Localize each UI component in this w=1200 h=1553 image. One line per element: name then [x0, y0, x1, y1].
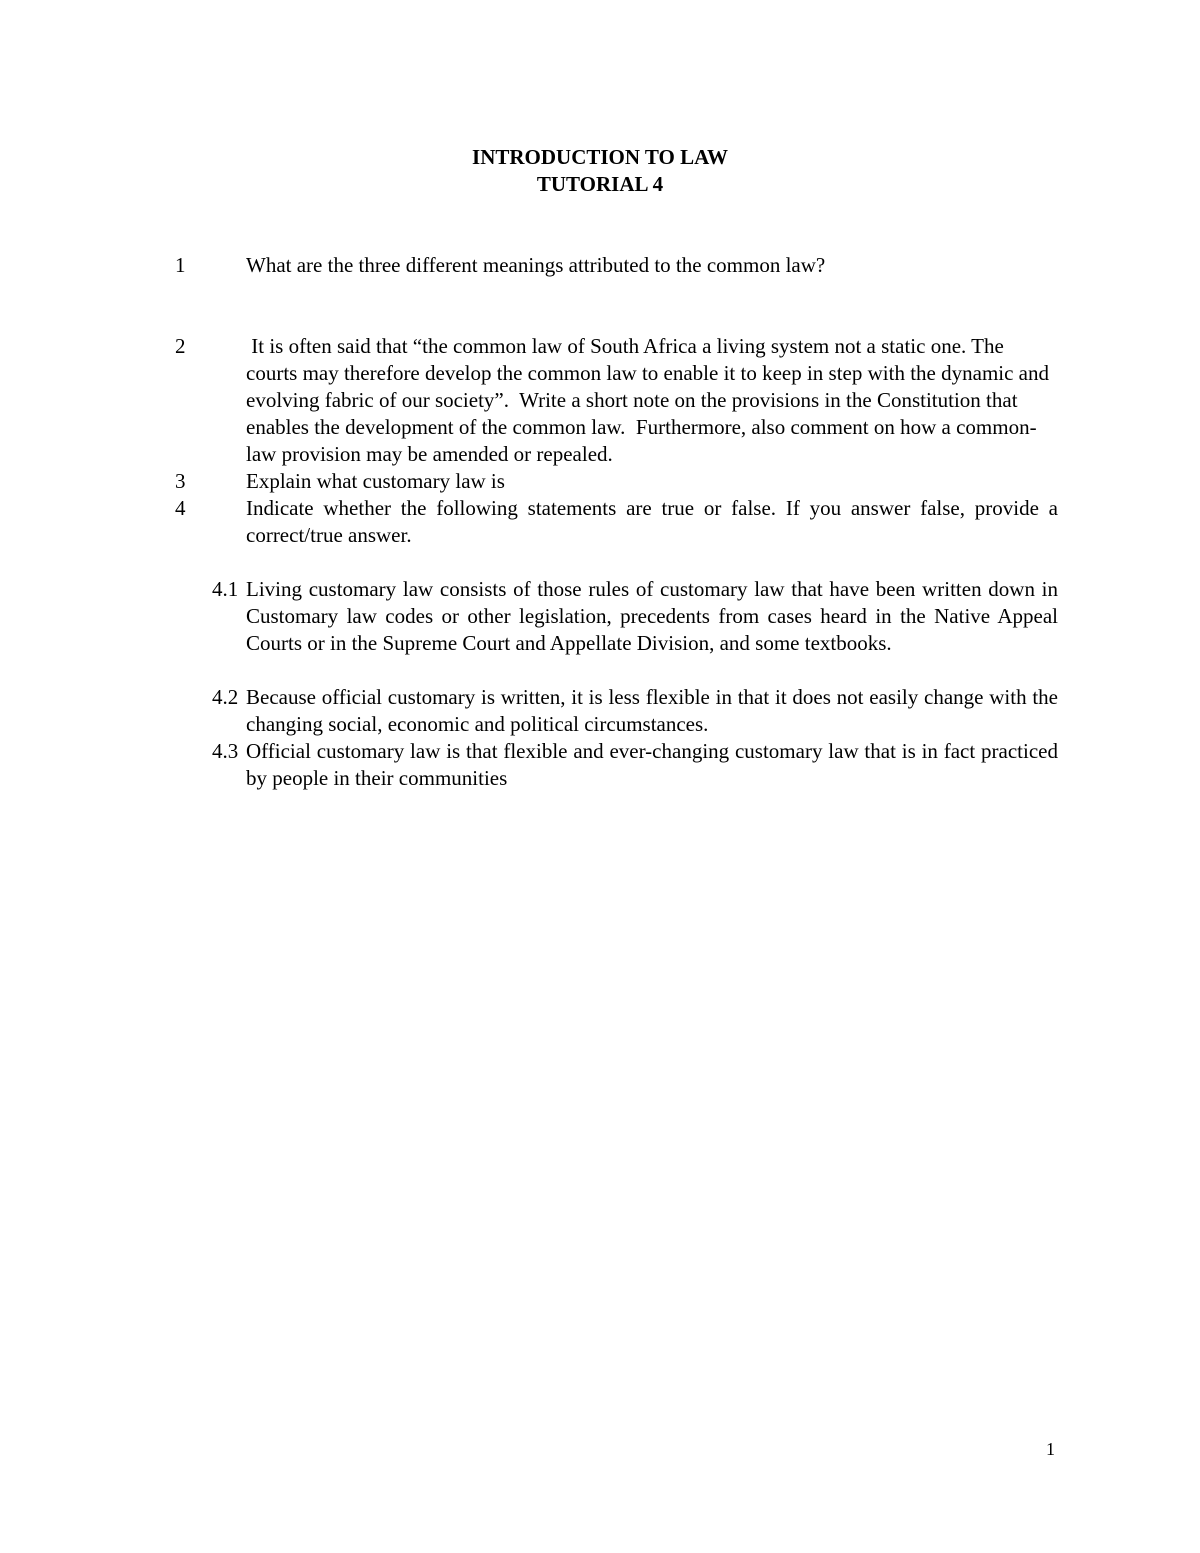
sub-question-number: 4.3 [212, 739, 239, 763]
sub-question-text: Official customary law is that flexible and ever-changing customary law that is in fact practiced by people in their communities [246, 739, 1058, 790]
document-subtitle: TUTORIAL 4 [536, 172, 664, 196]
sub-question-text: Living customary law consists of those rules of customary law that have been written down in Customary law codes or other legislation, precedents from cases heard in the Native Appeal Courts or in the Supreme Court and Appellate Division, and some textbooks. [246, 577, 1058, 655]
question-number: 1 [175, 253, 186, 277]
question-text: Explain what customary law is [246, 469, 505, 493]
sub-question-number: 4.1 [212, 577, 239, 601]
question-text: What are the three different meanings attributed to the common law? [246, 253, 826, 277]
question-number: 4 [175, 496, 186, 520]
sub-question-text: Because official customary is written, it is less flexible in that it does not easily change with the changing social, economic and political circumstances. [246, 685, 1058, 736]
question-number: 3 [175, 469, 186, 493]
title-block [0, 144, 1200, 198]
page-number: 1 [1046, 1439, 1055, 1459]
question-number: 2 [175, 334, 186, 358]
question-text: It is often said that “the common law of South Africa a living system not a static one. The courts may therefore develop the common law to enable it to keep in step with the dynamic and evolving fabric of our society”. Write a short note on the provisions in the Constitution that enables the development of the common law. Furthermore, also comment on how a common-law provision may be amended or repealed. [246, 334, 1055, 466]
document-title: INTRODUCTION TO LAW [472, 145, 728, 169]
sub-question-number: 4.2 [212, 685, 239, 709]
question-text: Indicate whether the following statements are true or false. If you answer false, provide a correct/true answer. [246, 496, 1058, 547]
